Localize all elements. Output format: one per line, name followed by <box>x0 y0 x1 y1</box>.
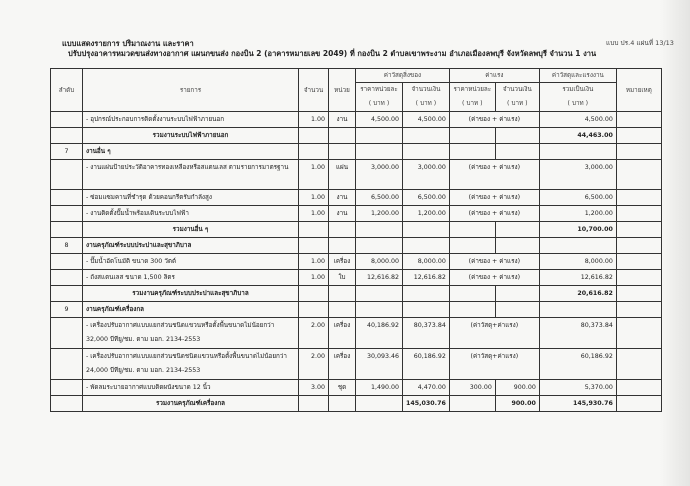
item-cell: รวมงานอื่น ๆ <box>83 222 299 238</box>
order-cell <box>51 254 83 270</box>
table-row <box>51 190 662 206</box>
unit-cell: แผ่น <box>329 160 356 190</box>
order-cell: 7 <box>51 144 83 160</box>
labor-unit-price-cell <box>449 286 495 302</box>
unit-cell <box>329 302 356 318</box>
section-row <box>51 302 662 318</box>
labor-unit-price-cell <box>449 238 495 254</box>
labor-note-cell: (ค่าของ + ค่าแรง) <box>449 160 539 190</box>
material-amount-cell: 60,186.92 <box>403 349 450 380</box>
col-material-amount: จำนวนเงิน <box>403 83 450 97</box>
total-cell <box>539 238 616 254</box>
remark-cell <box>616 128 661 144</box>
unit-cell <box>329 396 356 412</box>
material-amount-cell: 3,000.00 <box>403 160 450 190</box>
qty-cell <box>299 144 329 160</box>
baht-label: ( บาท ) <box>403 97 450 112</box>
scan-shadow <box>660 0 690 486</box>
remark-cell <box>616 144 661 160</box>
total-cell: 6,500.00 <box>539 190 616 206</box>
col-item: รายการ <box>83 69 299 112</box>
labor-unit-price-cell <box>449 302 495 318</box>
material-amount-cell: 4,500.00 <box>403 112 450 128</box>
order-cell: 8 <box>51 238 83 254</box>
order-cell <box>51 396 83 412</box>
material-unit-price-cell: 3,000.00 <box>356 160 403 190</box>
order-cell <box>51 160 83 190</box>
labor-amount-cell: 900.00 <box>495 380 539 396</box>
labor-unit-price-cell <box>449 144 495 160</box>
total-cell: 80,373.84 <box>539 318 616 349</box>
material-amount-cell: 145,030.76 <box>403 396 450 412</box>
labor-note-cell: (ค่าของ + ค่าแรง) <box>449 270 539 286</box>
labor-note-cell: (ค่าวัสดุ+ค่าแรง) <box>449 349 539 380</box>
col-labor-amount: จำนวนเงิน <box>495 83 539 97</box>
qty-cell: 1.00 <box>299 190 329 206</box>
order-cell <box>51 349 83 380</box>
subtotal-row <box>51 286 662 302</box>
item-cell: งานอื่น ๆ <box>83 144 299 160</box>
table-row <box>51 380 662 396</box>
labor-unit-price-cell: 300.00 <box>449 380 495 396</box>
material-amount-cell: 8,000.00 <box>403 254 450 270</box>
material-amount-cell <box>403 286 450 302</box>
item-cell: รวมงานระบบไฟฟ้าภายนอก <box>83 128 299 144</box>
section-row <box>51 144 662 160</box>
labor-amount-cell <box>495 302 539 318</box>
col-remark: หมายเหตุ <box>616 69 661 112</box>
baht-label: ( บาท ) <box>495 97 539 112</box>
col-labor-unit-price: ราคาหน่วยละ <box>449 83 495 97</box>
labor-amount-cell <box>495 128 539 144</box>
table-row <box>51 270 662 286</box>
remark-cell <box>616 349 661 380</box>
order-cell <box>51 270 83 286</box>
material-unit-price-cell: 1,490.00 <box>356 380 403 396</box>
qty-cell <box>299 238 329 254</box>
qty-cell <box>299 222 329 238</box>
subtotal-row <box>51 396 662 412</box>
item-cell: - เครื่องปรับอากาศแบบแยกส่วนชนิดแขวนหรือตั้งพื้นขนาดไม่น้อยกว่า 32,000 บีทียู/ชม. ตาม มอก. 2134-2553 <box>83 318 299 349</box>
remark-cell <box>616 270 661 286</box>
material-amount-cell: 80,373.84 <box>403 318 450 349</box>
labor-amount-cell <box>495 238 539 254</box>
document-title: แบบแสดงรายการ ปริมาณงาน และราคา <box>62 39 194 48</box>
item-cell: - ปั๊มน้ำอัตโนมัติ ขนาด 300 วัตต์ <box>83 254 299 270</box>
qty-cell: 2.00 <box>299 349 329 380</box>
labor-amount-cell <box>495 144 539 160</box>
table-row <box>51 112 662 128</box>
remark-cell <box>616 286 661 302</box>
unit-cell: งาน <box>329 190 356 206</box>
unit-cell <box>329 286 356 302</box>
item-cell: - งานแผ่นป้ายประวัติอาคารทองเหลืองหรือสแตนเลส ตามรายการมาตรฐาน <box>83 160 299 190</box>
total-cell: 8,000.00 <box>539 254 616 270</box>
baht-label: ( บาท ) <box>449 97 495 112</box>
order-cell <box>51 128 83 144</box>
order-cell <box>51 222 83 238</box>
qty-cell <box>299 396 329 412</box>
labor-unit-price-cell <box>449 222 495 238</box>
remark-cell <box>616 206 661 222</box>
material-amount-cell <box>403 222 450 238</box>
total-cell: 1,200.00 <box>539 206 616 222</box>
unit-cell: ชุด <box>329 380 356 396</box>
order-cell <box>51 380 83 396</box>
material-unit-price-cell <box>356 286 403 302</box>
col-unit: หน่วย <box>329 69 356 112</box>
remark-cell <box>616 302 661 318</box>
qty-cell: 2.00 <box>299 318 329 349</box>
item-cell: - งานติดตั้งปั๊มน้ำพร้อมเดินระบบไฟฟ้า <box>83 206 299 222</box>
qty-cell <box>299 302 329 318</box>
remark-cell <box>616 190 661 206</box>
remark-cell <box>616 238 661 254</box>
item-cell: - เครื่องปรับอากาศแบบแยกส่วนชนิดชนิดแขวนหรือตั้งพื้นขนาดไม่น้อยกว่า 24,000 บีทียู/ชม. ตาม มอก. 2134-2553 <box>83 349 299 380</box>
material-amount-cell: 4,470.00 <box>403 380 450 396</box>
total-cell <box>539 144 616 160</box>
remark-cell <box>616 112 661 128</box>
remark-cell <box>616 160 661 190</box>
unit-cell: เครื่อง <box>329 349 356 380</box>
table-row <box>51 349 662 380</box>
labor-note-cell: (ค่าของ + ค่าแรง) <box>449 112 539 128</box>
item-cell: - อุปกรณ์ประกอบการติดตั้งงานระบบไฟฟ้าภายนอก <box>83 112 299 128</box>
unit-cell: เครื่อง <box>329 254 356 270</box>
unit-cell: เครื่อง <box>329 318 356 349</box>
table-row <box>51 206 662 222</box>
item-cell: งานครุภัณฑ์ระบบประปาและสุขาภิบาล <box>83 238 299 254</box>
remark-cell <box>616 396 661 412</box>
remark-cell <box>616 222 661 238</box>
total-cell: 44,463.00 <box>539 128 616 144</box>
total-cell: 3,000.00 <box>539 160 616 190</box>
material-unit-price-cell: 30,093.46 <box>356 349 403 380</box>
remark-cell <box>616 318 661 349</box>
labor-amount-cell: 900.00 <box>495 396 539 412</box>
material-amount-cell <box>403 144 450 160</box>
document-subtitle: ปรับปรุงอาคารหมวดขนส่งทางอากาศ แผนกขนส่ง กองบิน 2 (อาคารหมายเลข 2049) ที่ กองบิน 2 ตำบลเขาพระงาม อำเภอเมืองลพบุรี จังหวัดลพบุรี จำนวน 1 งาน <box>68 49 597 58</box>
qty-cell <box>299 286 329 302</box>
remark-cell <box>616 254 661 270</box>
unit-cell: งาน <box>329 112 356 128</box>
material-amount-cell: 6,500.00 <box>403 190 450 206</box>
material-unit-price-cell <box>356 128 403 144</box>
total-cell: 4,500.00 <box>539 112 616 128</box>
order-cell <box>51 112 83 128</box>
material-unit-price-cell <box>356 238 403 254</box>
unit-cell: ใบ <box>329 270 356 286</box>
labor-unit-price-cell <box>449 128 495 144</box>
material-unit-price-cell <box>356 396 403 412</box>
material-unit-price-cell: 12,616.82 <box>356 270 403 286</box>
total-cell: 60,186.92 <box>539 349 616 380</box>
baht-label: ( บาท ) <box>356 97 403 112</box>
qty-cell: 1.00 <box>299 254 329 270</box>
material-unit-price-cell: 4,500.00 <box>356 112 403 128</box>
total-cell: 145,930.76 <box>539 396 616 412</box>
order-cell <box>51 190 83 206</box>
material-unit-price-cell: 1,200.00 <box>356 206 403 222</box>
material-unit-price-cell <box>356 144 403 160</box>
total-cell: 12,616.82 <box>539 270 616 286</box>
qty-cell: 1.00 <box>299 206 329 222</box>
item-cell: - ซ่อมแซมคานที่ชำรุด ด้วยคอนกรีตรับกำลังสูง <box>83 190 299 206</box>
col-order: ลำดับ <box>51 69 83 112</box>
col-material-unit-price: ราคาหน่วยละ <box>356 83 403 97</box>
order-cell <box>51 318 83 349</box>
labor-note-cell: (ค่าของ + ค่าแรง) <box>449 254 539 270</box>
item-cell: งานครุภัณฑ์เครื่องกล <box>83 302 299 318</box>
labor-note-cell: (ค่าวัสดุ+ค่าแรง) <box>449 318 539 349</box>
col-material: ค่าวัสดุสิ่งของ <box>356 69 450 83</box>
form-number: แบบ ปร.4 แผ่นที่ 13/13 <box>606 39 674 47</box>
unit-cell: งาน <box>329 206 356 222</box>
item-cell: - พัดลมระบายอากาศแบบติดผนังขนาด 12 นิ้ว <box>83 380 299 396</box>
qty-cell <box>299 128 329 144</box>
labor-amount-cell <box>495 286 539 302</box>
material-unit-price-cell: 8,000.00 <box>356 254 403 270</box>
col-sum: รวมเป็นเงิน <box>539 83 616 97</box>
total-cell: 10,700.00 <box>539 222 616 238</box>
unit-cell <box>329 144 356 160</box>
order-cell <box>51 286 83 302</box>
item-cell: - ถังสแตนเลส ขนาด 1,500 ลิตร <box>83 270 299 286</box>
unit-cell <box>329 222 356 238</box>
material-unit-price-cell: 40,186.92 <box>356 318 403 349</box>
item-cell: รวมงานครุภัณฑ์ระบบประปาและสุขาภิบาล <box>83 286 299 302</box>
material-amount-cell: 12,616.82 <box>403 270 450 286</box>
section-row <box>51 238 662 254</box>
qty-cell: 3.00 <box>299 380 329 396</box>
labor-unit-price-cell <box>449 396 495 412</box>
order-cell <box>51 206 83 222</box>
unit-cell <box>329 238 356 254</box>
material-amount-cell: 1,200.00 <box>403 206 450 222</box>
bill-of-quantities-table <box>50 68 662 412</box>
order-cell: 9 <box>51 302 83 318</box>
labor-note-cell: (ค่าของ + ค่าแรง) <box>449 206 539 222</box>
material-amount-cell <box>403 238 450 254</box>
material-amount-cell <box>403 128 450 144</box>
material-unit-price-cell <box>356 222 403 238</box>
qty-cell: 1.00 <box>299 270 329 286</box>
qty-cell: 1.00 <box>299 112 329 128</box>
col-labor: ค่าแรง <box>449 69 539 83</box>
total-cell: 20,616.82 <box>539 286 616 302</box>
baht-label: ( บาท ) <box>539 97 616 112</box>
material-unit-price-cell <box>356 302 403 318</box>
remark-cell <box>616 380 661 396</box>
total-cell <box>539 302 616 318</box>
material-unit-price-cell: 6,500.00 <box>356 190 403 206</box>
qty-cell: 1.00 <box>299 160 329 190</box>
subtotal-row <box>51 128 662 144</box>
table-row <box>51 254 662 270</box>
col-total: ค่าวัสดุและแรงงาน <box>539 69 616 83</box>
labor-amount-cell <box>495 222 539 238</box>
table-row <box>51 160 662 190</box>
total-cell: 5,370.00 <box>539 380 616 396</box>
material-amount-cell <box>403 302 450 318</box>
unit-cell <box>329 128 356 144</box>
item-cell: รวมงานครุภัณฑ์เครื่องกล <box>83 396 299 412</box>
col-qty: จำนวน <box>299 69 329 112</box>
table-row <box>51 318 662 349</box>
labor-note-cell: (ค่าของ + ค่าแรง) <box>449 190 539 206</box>
subtotal-row <box>51 222 662 238</box>
